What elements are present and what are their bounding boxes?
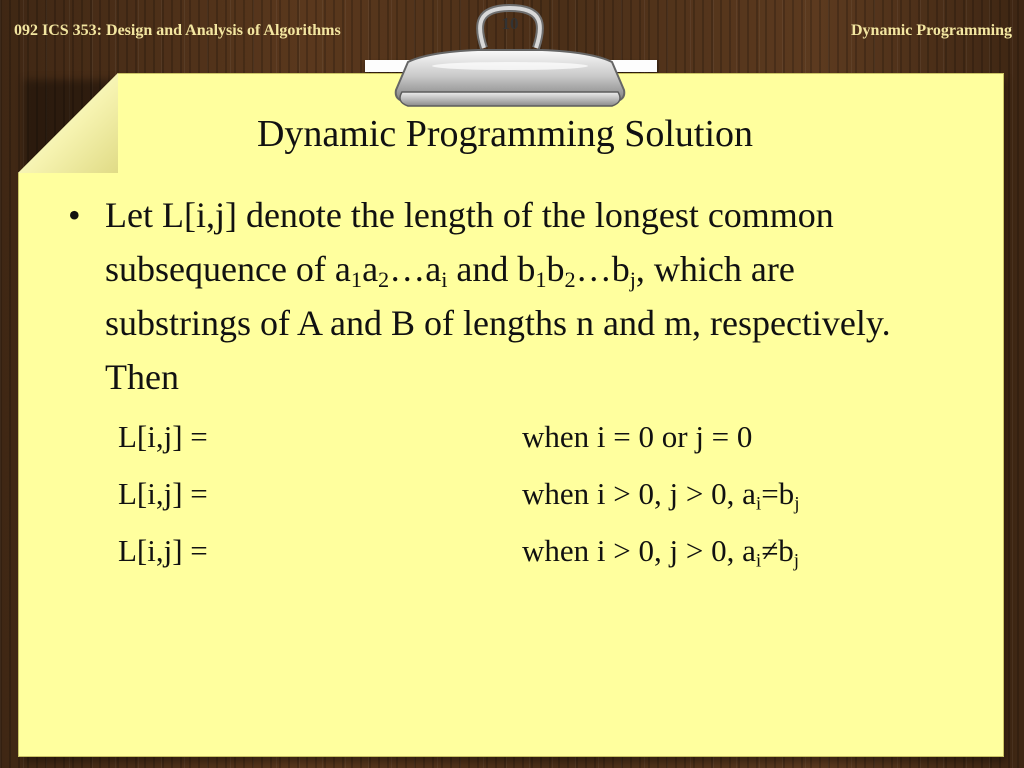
recurrence-lhs: L[i,j] =	[118, 419, 208, 454]
recurrence-condition: when i > 0, j > 0, $a_i\ne b_j$	[522, 533, 800, 572]
note-paper	[18, 73, 1004, 757]
slide-number: 10	[501, 14, 519, 33]
recurrence-condition: when i > 0, j > 0, $a_i=b_j$	[522, 476, 800, 515]
recurrence-lhs: L[i,j] =	[118, 533, 208, 568]
course-title: 092 ICS 353: Design and Analysis of Algorithms	[14, 22, 341, 39]
slide-title: Dynamic Programming Solution	[256, 113, 754, 155]
recurrence-row-base	[118, 419, 753, 455]
recurrence-lhs: L[i,j] =	[118, 476, 208, 511]
recurrence-row-notequal	[118, 533, 800, 572]
bullet-marker: •	[68, 195, 81, 235]
recurrence-row-equal	[118, 476, 800, 515]
topic-title: Dynamic Programming	[850, 22, 1012, 39]
bullet-text: Let L[i,j] denote the length of the longest common subsequence of $a_1a_2\dots a_i$ and $b_1b_2\dots b_j$, which are substrings of A and B of lengths n and m, respectively. Then	[105, 195, 891, 397]
recurrence-condition: when i = 0 or j = 0	[522, 419, 753, 454]
